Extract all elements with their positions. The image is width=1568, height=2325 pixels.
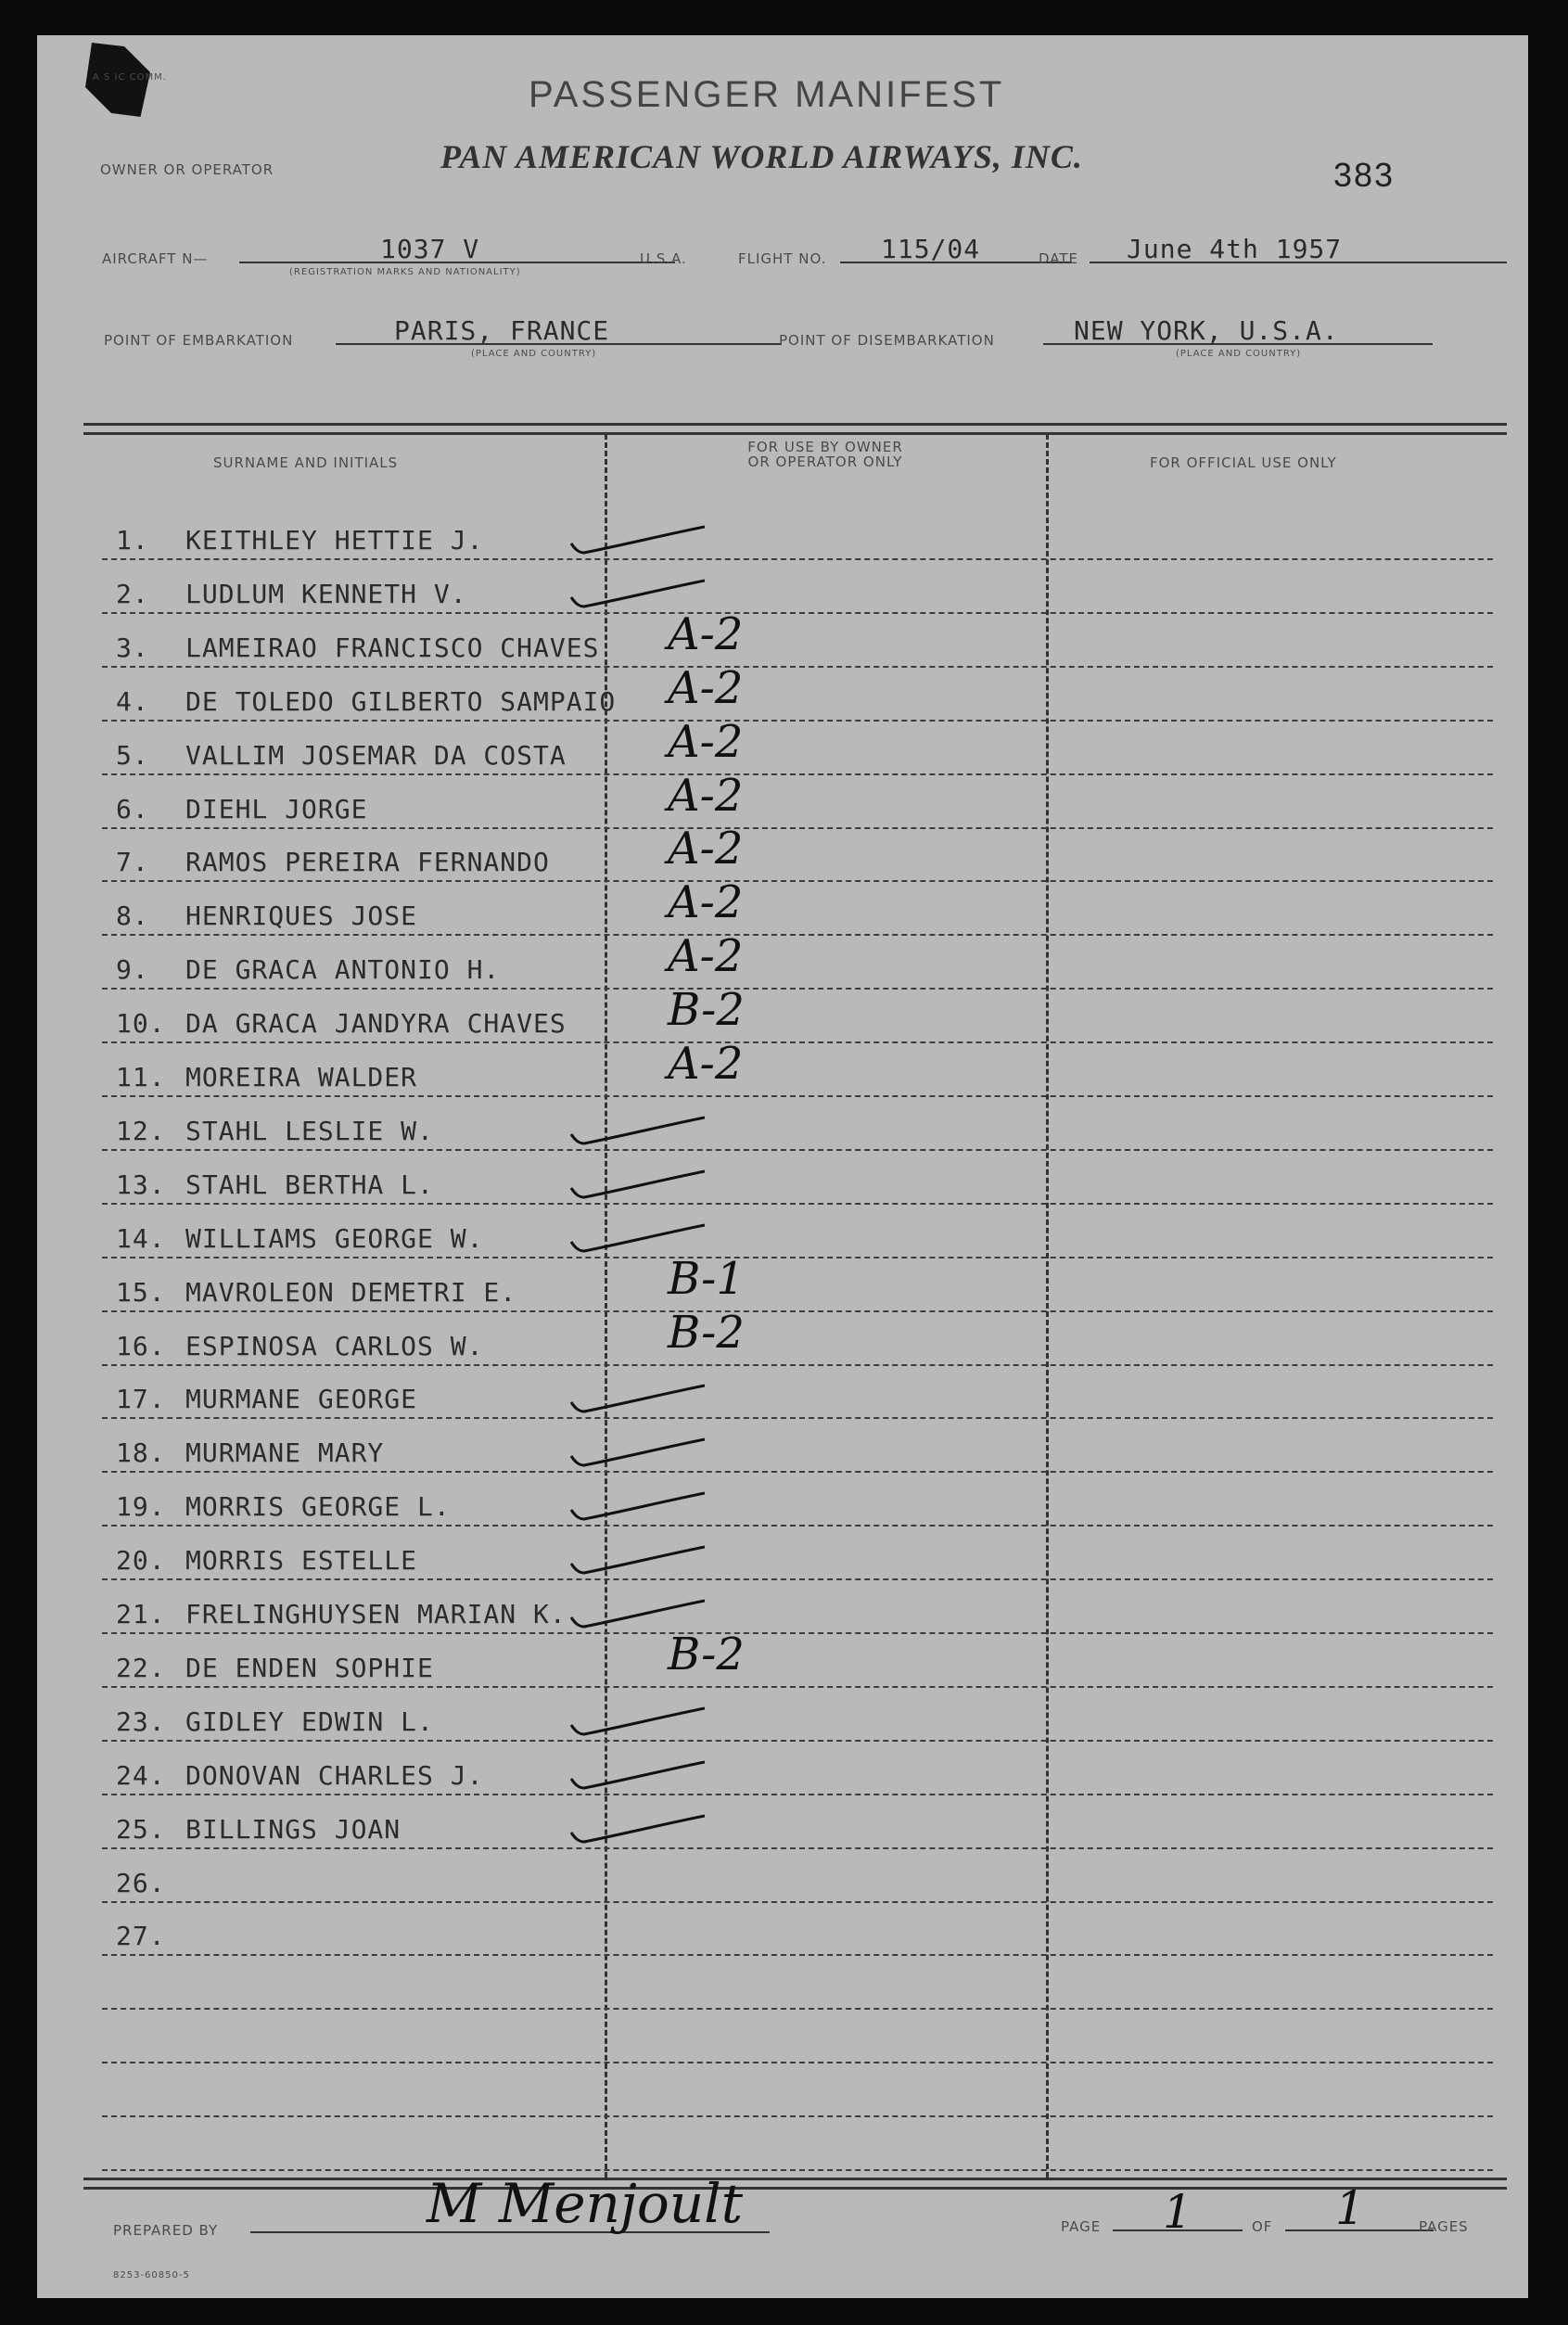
passenger-number: 6.	[116, 793, 149, 824]
check-mark-icon	[566, 1220, 705, 1257]
flight-value: 115/04	[881, 234, 981, 264]
passenger-name: STAHL BERTHA L.	[185, 1169, 434, 1200]
check-mark-icon	[566, 521, 705, 558]
passenger-name: LAMEIRAO FRANCISCO CHAVES	[185, 632, 600, 663]
passenger-name: GIDLEY EDWIN L.	[185, 1705, 434, 1737]
page-value: 1	[1163, 2185, 1192, 2239]
embark-caption: (PLACE AND COUNTRY)	[471, 349, 597, 359]
passenger-number: 24.	[116, 1759, 166, 1791]
row-rule	[102, 666, 1493, 668]
passenger-name: MAVROLEON DEMETRI E.	[185, 1276, 517, 1308]
passenger-number: 9.	[116, 954, 149, 986]
passenger-name: MORRIS ESTELLE	[185, 1545, 418, 1577]
passenger-number: 23.	[116, 1705, 166, 1737]
passenger-name: KEITHLEY HETTIE J.	[185, 525, 484, 556]
ownership-code: A-2	[668, 607, 744, 660]
ownership-code: B-2	[668, 984, 745, 1037]
passenger-name: DE ENDEN SOPHIE	[185, 1652, 434, 1683]
manifest-sheet	[37, 35, 1528, 2298]
passenger-number: 18.	[116, 1437, 166, 1469]
passenger-number: 4.	[116, 685, 149, 717]
usa-label: U.S.A.	[640, 250, 687, 267]
preparer-signature: M Menjoult	[427, 2172, 744, 2235]
row-rule	[102, 1471, 1493, 1473]
check-mark-icon	[566, 1166, 705, 1203]
passenger-number: 14.	[116, 1222, 166, 1254]
date-label: DATE	[1039, 250, 1079, 267]
row-rule	[102, 880, 1493, 882]
table-bottom-rule-2	[83, 2187, 1507, 2190]
check-mark-icon	[566, 1434, 705, 1471]
row-rule	[102, 1417, 1493, 1419]
document-title: PASSENGER MANIFEST	[529, 74, 1005, 115]
of-label: OF	[1252, 2218, 1273, 2235]
passenger-name: MORRIS GEORGE L.	[185, 1491, 451, 1523]
table-bottom-rule-1	[83, 2178, 1507, 2180]
row-rule	[102, 1310, 1493, 1312]
passenger-number: 3.	[116, 632, 149, 663]
row-rule	[102, 1794, 1493, 1795]
passenger-name: HENRIQUES JOSE	[185, 901, 418, 932]
owner-label: OWNER OR OPERATOR	[100, 161, 274, 178]
table-top-rule-1	[83, 423, 1507, 426]
row-rule	[102, 1149, 1493, 1151]
passenger-name: BILLINGS JOAN	[185, 1813, 402, 1845]
embark-label: POINT OF EMBARKATION	[104, 332, 294, 349]
passenger-name: STAHL LESLIE W.	[185, 1115, 434, 1146]
passenger-name: WILLIAMS GEORGE W.	[185, 1222, 484, 1254]
column-divider-2	[1046, 434, 1049, 2178]
row-rule	[102, 1257, 1493, 1258]
passenger-name: DA GRACA JANDYRA CHAVES	[185, 1008, 567, 1040]
row-rule	[102, 1901, 1493, 1903]
passenger-name: LUDLUM KENNETH V.	[185, 578, 467, 609]
row-rule	[102, 2008, 1493, 2010]
passenger-number: 17.	[116, 1384, 166, 1415]
passenger-name: MURMANE GEORGE	[185, 1384, 418, 1415]
flight-label: FLIGHT NO.	[738, 250, 827, 267]
ownership-code: A-2	[668, 876, 744, 929]
check-mark-icon	[566, 1112, 705, 1149]
passenger-name: VALLIM JOSEMAR DA COSTA	[185, 739, 567, 771]
operator-name: PAN AMERICAN WORLD AIRWAYS, INC.	[440, 138, 1083, 175]
passenger-name: MOREIRA WALDER	[185, 1062, 418, 1092]
row-rule	[102, 1740, 1493, 1742]
passenger-name: MURMANE MARY	[185, 1437, 385, 1469]
ownership-code: A-2	[668, 661, 744, 714]
column-header-surname: SURNAME AND INITIALS	[213, 454, 399, 471]
row-rule	[102, 934, 1493, 936]
passenger-name: DONOVAN CHARLES J.	[185, 1759, 484, 1791]
passenger-name: ESPINOSA CARLOS W.	[185, 1330, 484, 1361]
ownership-code: A-2	[668, 930, 744, 983]
ownership-code: B-2	[668, 1628, 745, 1680]
check-mark-icon	[566, 575, 705, 612]
ownership-code: A-2	[668, 769, 744, 822]
passenger-number: 8.	[116, 901, 149, 932]
row-rule	[102, 1954, 1493, 1956]
row-rule	[102, 720, 1493, 722]
passenger-number: 12.	[116, 1115, 166, 1146]
form-number: 8253-60850-5	[113, 2270, 190, 2280]
check-mark-icon	[566, 1380, 705, 1417]
row-rule	[102, 1203, 1493, 1205]
row-rule	[102, 827, 1493, 829]
pages-label: PAGES	[1419, 2218, 1469, 2235]
passenger-number: 22.	[116, 1652, 166, 1683]
passenger-number: 13.	[116, 1169, 166, 1200]
passenger-name: DE GRACA ANTONIO H.	[185, 954, 501, 986]
check-mark-icon	[566, 1757, 705, 1794]
passenger-number: 19.	[116, 1491, 166, 1523]
of-value: 1	[1335, 2181, 1365, 2235]
ownership-code: A-2	[668, 823, 744, 875]
passenger-name: FRELINGHUYSEN MARIAN K.	[185, 1599, 567, 1629]
passenger-number: 21.	[116, 1599, 166, 1629]
row-rule	[102, 1632, 1493, 1634]
aircraft-label: AIRCRAFT N—	[102, 250, 209, 267]
row-rule	[102, 2062, 1493, 2063]
row-rule	[102, 1041, 1493, 1043]
row-rule	[102, 988, 1493, 990]
passenger-number: 7.	[116, 847, 149, 878]
passenger-number: 10.	[116, 1008, 166, 1040]
passenger-number: 11.	[116, 1062, 166, 1092]
passenger-number: 1.	[116, 525, 149, 556]
table-top-rule-2	[83, 432, 1507, 435]
ownership-code: B-2	[668, 1306, 745, 1359]
passenger-number: 2.	[116, 578, 149, 609]
row-rule	[102, 1686, 1493, 1688]
disembark-label: POINT OF DISEMBARKATION	[779, 332, 995, 349]
disembark-caption: (PLACE AND COUNTRY)	[1176, 349, 1302, 359]
date-value: June 4th 1957	[1127, 234, 1343, 264]
aircraft-value: 1037 V	[380, 234, 480, 264]
passenger-name: DIEHL JORGE	[185, 793, 368, 824]
row-rule	[102, 612, 1493, 614]
prepared-label: PREPARED BY	[113, 2222, 219, 2239]
page-label: PAGE	[1061, 2218, 1102, 2235]
row-rule	[102, 1364, 1493, 1366]
passenger-number: 5.	[116, 739, 149, 771]
check-mark-icon	[566, 1541, 705, 1578]
disembark-value: NEW YORK, U.S.A.	[1074, 315, 1339, 346]
row-rule	[102, 773, 1493, 775]
ownership-code: A-2	[668, 715, 744, 768]
row-rule	[102, 2169, 1493, 2171]
check-mark-icon	[566, 1595, 705, 1632]
passenger-number: 20.	[116, 1545, 166, 1577]
passenger-name: RAMOS PEREIRA FERNANDO	[185, 847, 550, 878]
passenger-number: 27.	[116, 1921, 166, 1952]
ownership-code: A-2	[668, 1038, 744, 1090]
check-mark-icon	[566, 1703, 705, 1740]
row-rule	[102, 1095, 1493, 1097]
row-rule	[102, 1847, 1493, 1849]
passenger-name: DE TOLEDO GILBERTO SAMPAIO	[185, 685, 617, 717]
passenger-number: 15.	[116, 1276, 166, 1308]
corner-label: A S IC COMM.	[93, 72, 167, 83]
column-header-owner: FOR USE BY OWNER OR OPERATOR ONLY	[747, 439, 903, 470]
embark-value: PARIS, FRANCE	[394, 315, 610, 346]
passenger-number: 26.	[116, 1867, 166, 1898]
passenger-number: 25.	[116, 1813, 166, 1845]
row-rule	[102, 2115, 1493, 2117]
check-mark-icon	[566, 1488, 705, 1525]
column-header-official: FOR OFFICIAL USE ONLY	[1150, 454, 1337, 471]
row-rule	[102, 558, 1493, 560]
row-rule	[102, 1525, 1493, 1527]
ownership-code: B-1	[668, 1252, 745, 1305]
registration-caption: (REGISTRATION MARKS AND NATIONALITY)	[289, 267, 521, 277]
row-rule	[102, 1578, 1493, 1580]
check-mark-icon	[566, 1810, 705, 1847]
passenger-number: 16.	[116, 1330, 166, 1361]
page-number: 383	[1333, 156, 1396, 194]
